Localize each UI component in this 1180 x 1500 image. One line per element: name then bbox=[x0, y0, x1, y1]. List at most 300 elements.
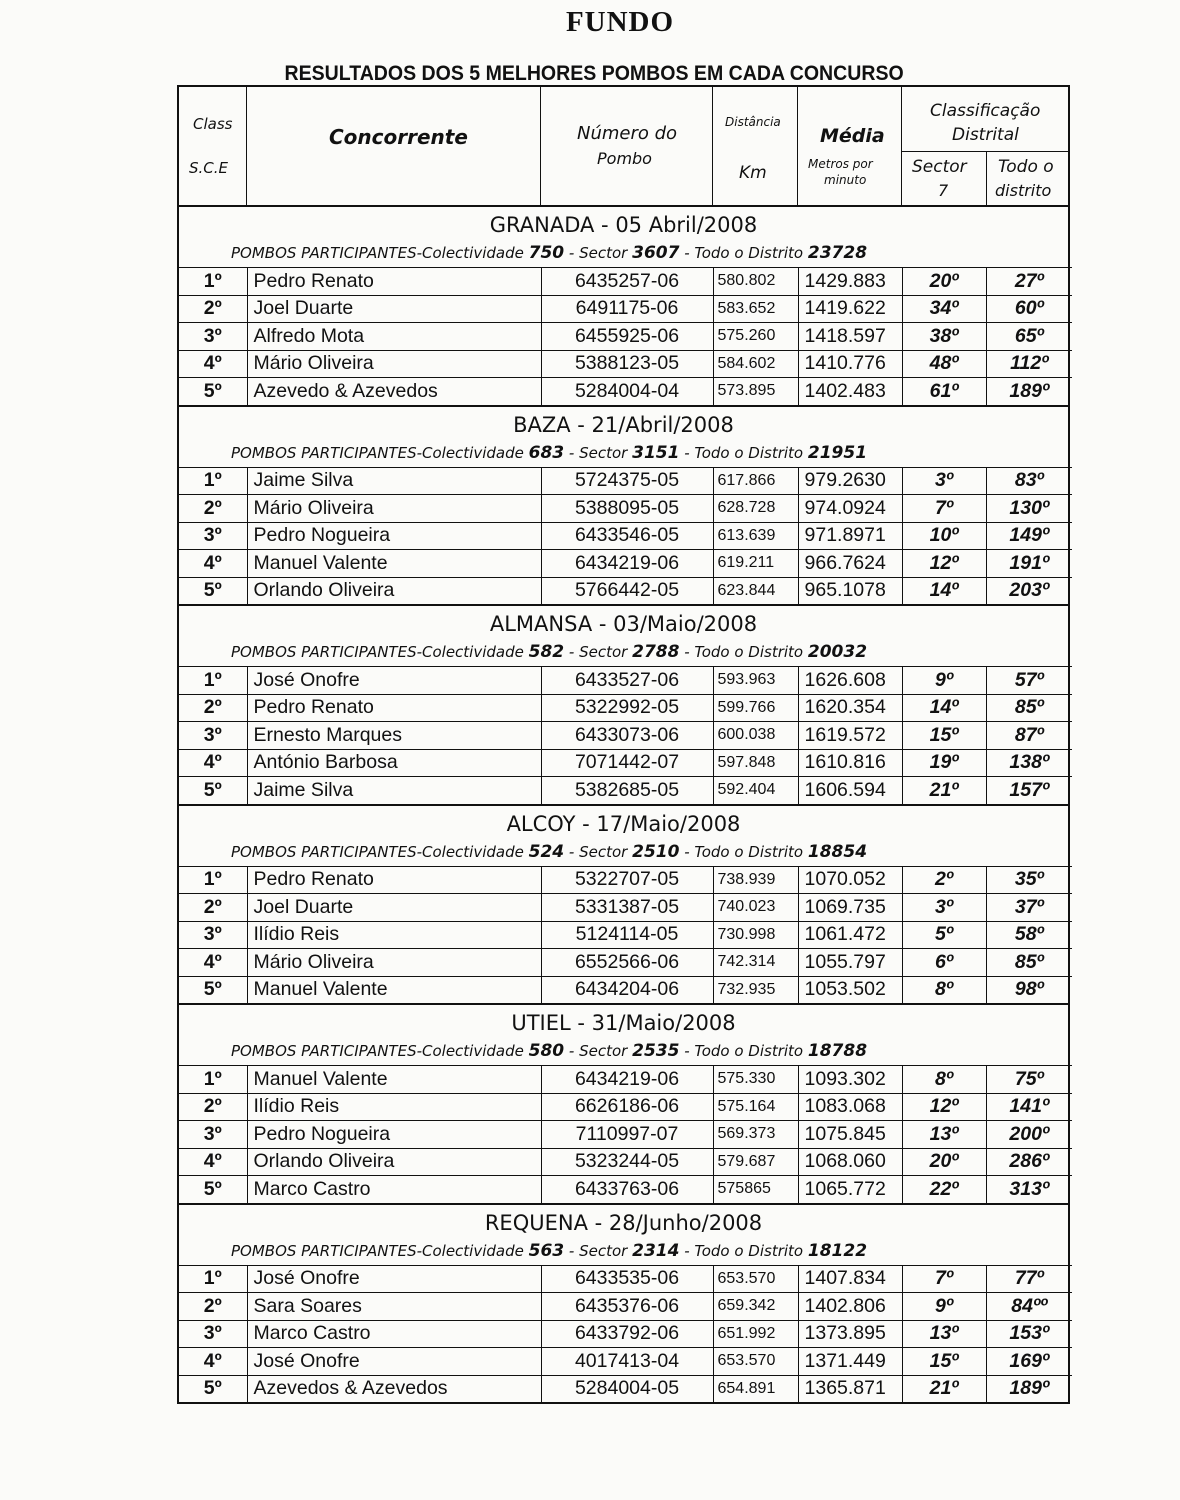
pigeon-number-cell: 5331387-05 bbox=[541, 894, 713, 922]
district-label: Todo o Distrito bbox=[694, 244, 804, 262]
colectividade-count: 750 bbox=[528, 243, 565, 263]
header-distancia: Distância Km bbox=[713, 87, 798, 205]
speed-cell: 1620.354 bbox=[798, 694, 902, 722]
sector-count: 2788 bbox=[632, 642, 680, 662]
distance-cell: 732.935 bbox=[713, 976, 798, 1003]
table-row bbox=[179, 694, 1072, 722]
pigeon-number-cell: 5323244-05 bbox=[541, 1148, 713, 1176]
distance-cell: 569.373 bbox=[713, 1121, 798, 1149]
results-table bbox=[179, 1265, 1072, 1403]
class-cell: 4º bbox=[179, 350, 247, 378]
sector-rank-cell: 61º bbox=[902, 378, 986, 405]
contest-block bbox=[179, 806, 1068, 1006]
speed-cell: 1373.895 bbox=[798, 1320, 902, 1348]
competitor-cell: Marco Castro bbox=[247, 1320, 541, 1348]
class-cell: 1º bbox=[179, 667, 247, 695]
district-rank-cell: 87º bbox=[986, 722, 1072, 750]
class-cell: 1º bbox=[179, 268, 247, 296]
sector-rank-cell: 12º bbox=[902, 550, 986, 578]
sector-rank-cell: 14º bbox=[902, 577, 986, 604]
competitor-cell: Alfredo Mota bbox=[247, 323, 541, 351]
sector-rank-cell: 21º bbox=[902, 1375, 986, 1402]
table-row bbox=[179, 1375, 1072, 1402]
district-label: Todo o Distrito bbox=[694, 1241, 804, 1260]
district-rank-cell: 286º bbox=[986, 1148, 1072, 1176]
table-row bbox=[179, 1293, 1072, 1321]
district-count: 23728 bbox=[807, 243, 868, 263]
sector-count: 2535 bbox=[632, 1041, 680, 1061]
distance-cell: 738.939 bbox=[713, 866, 798, 894]
speed-cell: 1418.597 bbox=[798, 323, 902, 351]
competitor-cell: Mário Oliveira bbox=[247, 495, 541, 523]
table-row bbox=[179, 1066, 1072, 1094]
contest-title: ALMANSA - 03/Maio/2008 bbox=[489, 612, 758, 636]
header-concorrente: Concorrente bbox=[247, 87, 541, 205]
sector-label: Sector bbox=[579, 643, 628, 661]
table-row bbox=[179, 1093, 1072, 1121]
page-subtitle: RESULTADOS DOS 5 MELHORES POMBOS EM CADA CONCURSO bbox=[284, 62, 904, 85]
header-numero: Número do Pombo bbox=[541, 87, 713, 205]
sector-label: Sector bbox=[579, 1241, 628, 1260]
table-row bbox=[179, 550, 1072, 578]
district-rank-cell: 153º bbox=[986, 1320, 1072, 1348]
sector-rank-cell: 3º bbox=[902, 894, 986, 922]
competitor-cell: Azevedo & Azevedos bbox=[247, 378, 541, 405]
class-cell: 4º bbox=[179, 1148, 247, 1176]
district-rank-cell: 203º bbox=[986, 577, 1072, 604]
competitor-cell: José Onofre bbox=[247, 1348, 541, 1376]
participants-line: POMBOS PARTICIPANTES-Colectividade 750 - Sector 3607 - Todo o Distrito 23728 bbox=[231, 243, 868, 263]
pigeon-number-cell: 6433073-06 bbox=[541, 722, 713, 750]
class-cell: 1º bbox=[179, 1066, 247, 1094]
table-row bbox=[179, 894, 1072, 922]
colectividade-count: 580 bbox=[528, 1041, 565, 1061]
participants-line: POMBOS PARTICIPANTES-Colectividade 582 - Sector 2788 - Todo o Distrito 20032 bbox=[231, 642, 868, 662]
district-count: 20032 bbox=[807, 642, 868, 662]
sector-rank-cell: 14º bbox=[902, 694, 986, 722]
table-row bbox=[179, 722, 1072, 750]
table-row bbox=[179, 467, 1072, 495]
contest-title: BAZA - 21/Abril/2008 bbox=[513, 412, 734, 437]
speed-cell: 1610.816 bbox=[798, 749, 902, 777]
competitor-cell: José Onofre bbox=[247, 667, 541, 695]
speed-cell: 965.1078 bbox=[798, 577, 902, 604]
district-label: Todo o Distrito bbox=[694, 443, 804, 462]
table-row bbox=[179, 577, 1072, 604]
competitor-cell: Mário Oliveira bbox=[247, 949, 541, 977]
district-rank-cell: 57º bbox=[986, 667, 1072, 695]
district-rank-cell: 157º bbox=[986, 777, 1072, 804]
sector-rank-cell: 15º bbox=[902, 1348, 986, 1376]
sector-rank-cell: 8º bbox=[902, 976, 986, 1003]
speed-cell: 979.2630 bbox=[798, 467, 902, 495]
sector-rank-cell: 20º bbox=[902, 1148, 986, 1176]
competitor-cell: Jaime Silva bbox=[247, 467, 541, 495]
district-rank-cell: 98º bbox=[986, 976, 1072, 1003]
results-sheet bbox=[177, 85, 1070, 1404]
speed-cell: 1093.302 bbox=[798, 1066, 902, 1094]
sector-rank-cell: 13º bbox=[902, 1121, 986, 1149]
distance-cell: 628.728 bbox=[713, 495, 798, 523]
pigeon-number-cell: 6626186-06 bbox=[541, 1093, 713, 1121]
distance-cell: 651.992 bbox=[713, 1320, 798, 1348]
speed-cell: 1606.594 bbox=[798, 777, 902, 804]
sector-label: Sector bbox=[579, 244, 628, 262]
speed-cell: 966.7624 bbox=[798, 550, 902, 578]
participants-line: POMBOS PARTICIPANTES-Colectividade 563 - Sector 2314 - Todo o Distrito 18122 bbox=[231, 1240, 868, 1261]
sector-rank-cell: 15º bbox=[902, 722, 986, 750]
pigeon-number-cell: 6433546-05 bbox=[541, 522, 713, 550]
distance-cell: 592.404 bbox=[713, 777, 798, 804]
class-cell: 4º bbox=[179, 949, 247, 977]
distance-cell: 580.802 bbox=[713, 268, 798, 296]
sector-rank-cell: 7º bbox=[902, 495, 986, 523]
district-label: Todo o Distrito bbox=[694, 842, 804, 861]
distance-cell: 599.766 bbox=[713, 694, 798, 722]
table-row bbox=[179, 1320, 1072, 1348]
sector-rank-cell: 9º bbox=[902, 667, 986, 695]
sector-label: Sector bbox=[579, 1042, 628, 1060]
table-row bbox=[179, 323, 1072, 351]
class-cell: 1º bbox=[179, 1265, 247, 1293]
competitor-cell: Pedro Renato bbox=[247, 694, 541, 722]
speed-cell: 1402.806 bbox=[798, 1293, 902, 1321]
competitor-cell: Ernesto Marques bbox=[247, 722, 541, 750]
sector-rank-cell: 19º bbox=[902, 749, 986, 777]
table-row bbox=[179, 1148, 1072, 1176]
distance-cell: 600.038 bbox=[713, 722, 798, 750]
competitor-cell: Manuel Valente bbox=[247, 550, 541, 578]
pigeon-number-cell: 5766442-05 bbox=[541, 577, 713, 604]
pigeon-number-cell: 7071442-07 bbox=[541, 749, 713, 777]
table-row bbox=[179, 295, 1072, 323]
table-row bbox=[179, 1121, 1072, 1149]
class-cell: 2º bbox=[179, 894, 247, 922]
sector-rank-cell: 13º bbox=[902, 1320, 986, 1348]
results-table bbox=[179, 666, 1072, 804]
table-row bbox=[179, 949, 1072, 977]
sector-rank-cell: 22º bbox=[902, 1176, 986, 1203]
district-count: 21951 bbox=[807, 442, 868, 463]
pigeon-number-cell: 6434204-06 bbox=[541, 976, 713, 1003]
pigeon-number-cell: 6491175-06 bbox=[541, 295, 713, 323]
pigeon-number-cell: 6433527-06 bbox=[541, 667, 713, 695]
distance-cell: 575.260 bbox=[713, 323, 798, 351]
district-rank-cell: 85º bbox=[986, 694, 1072, 722]
pigeon-number-cell: 6455925-06 bbox=[541, 323, 713, 351]
competitor-cell: Orlando Oliveira bbox=[247, 1148, 541, 1176]
distance-cell: 575865 bbox=[713, 1176, 798, 1203]
class-cell: 4º bbox=[179, 749, 247, 777]
sector-rank-cell: 7º bbox=[902, 1265, 986, 1293]
distance-cell: 579.687 bbox=[713, 1148, 798, 1176]
class-cell: 1º bbox=[179, 467, 247, 495]
competitor-cell: Pedro Nogueira bbox=[247, 522, 541, 550]
distance-cell: 583.652 bbox=[713, 295, 798, 323]
competitor-cell: Ilídio Reis bbox=[247, 921, 541, 949]
district-count: 18122 bbox=[807, 1240, 868, 1261]
sector-rank-cell: 5º bbox=[902, 921, 986, 949]
competitor-cell: Marco Castro bbox=[247, 1176, 541, 1203]
district-rank-cell: 75º bbox=[986, 1066, 1072, 1094]
table-row bbox=[179, 866, 1072, 894]
sector-rank-cell: 10º bbox=[902, 522, 986, 550]
contest-block bbox=[179, 1005, 1068, 1205]
contest-title: ALCOY - 17/Maio/2008 bbox=[506, 811, 741, 836]
district-rank-cell: 169º bbox=[986, 1348, 1072, 1376]
class-cell: 5º bbox=[179, 1176, 247, 1203]
class-cell: 3º bbox=[179, 323, 247, 351]
competitor-cell: Joel Duarte bbox=[247, 894, 541, 922]
contest-title: GRANADA - 05 Abril/2008 bbox=[489, 213, 758, 237]
sector-rank-cell: 3º bbox=[902, 467, 986, 495]
results-table bbox=[179, 267, 1072, 405]
class-cell: 5º bbox=[179, 577, 247, 604]
pigeon-number-cell: 6434219-06 bbox=[541, 1066, 713, 1094]
class-cell: 5º bbox=[179, 777, 247, 804]
distance-cell: 730.998 bbox=[713, 921, 798, 949]
distance-cell: 654.891 bbox=[713, 1375, 798, 1402]
class-cell: 3º bbox=[179, 921, 247, 949]
participants-label: POMBOS PARTICIPANTES-Colectividade bbox=[231, 244, 524, 262]
competitor-cell: António Barbosa bbox=[247, 749, 541, 777]
table-header bbox=[179, 87, 1068, 207]
district-rank-cell: 58º bbox=[986, 921, 1072, 949]
speed-cell: 1070.052 bbox=[798, 866, 902, 894]
district-rank-cell: 60º bbox=[986, 295, 1072, 323]
speed-cell: 1619.572 bbox=[798, 722, 902, 750]
speed-cell: 1075.845 bbox=[798, 1121, 902, 1149]
class-cell: 2º bbox=[179, 1293, 247, 1321]
class-cell: 3º bbox=[179, 522, 247, 550]
participants-label: POMBOS PARTICIPANTES-Colectividade bbox=[231, 1042, 524, 1060]
distance-cell: 659.342 bbox=[713, 1293, 798, 1321]
sector-rank-cell: 38º bbox=[902, 323, 986, 351]
speed-cell: 1410.776 bbox=[798, 350, 902, 378]
table-row bbox=[179, 522, 1072, 550]
contest-block bbox=[179, 1205, 1068, 1403]
table-row bbox=[179, 1265, 1072, 1293]
competitor-cell: Sara Soares bbox=[247, 1293, 541, 1321]
speed-cell: 1371.449 bbox=[798, 1348, 902, 1376]
pigeon-number-cell: 5322707-05 bbox=[541, 866, 713, 894]
participants-label: POMBOS PARTICIPANTES-Colectividade bbox=[231, 842, 524, 861]
contest-block bbox=[179, 207, 1068, 407]
pigeon-number-cell: 6433763-06 bbox=[541, 1176, 713, 1203]
district-rank-cell: 130º bbox=[986, 495, 1072, 523]
class-cell: 2º bbox=[179, 495, 247, 523]
distance-cell: 613.639 bbox=[713, 522, 798, 550]
competitor-cell: Pedro Renato bbox=[247, 268, 541, 296]
class-cell: 4º bbox=[179, 550, 247, 578]
class-cell: 2º bbox=[179, 1093, 247, 1121]
table-row bbox=[179, 777, 1072, 804]
speed-cell: 1053.502 bbox=[798, 976, 902, 1003]
table-row bbox=[179, 495, 1072, 523]
colectividade-count: 524 bbox=[528, 841, 565, 862]
speed-cell: 971.8971 bbox=[798, 522, 902, 550]
header-class: Class S.C.E bbox=[179, 87, 247, 205]
district-rank-cell: 85º bbox=[986, 949, 1072, 977]
class-cell: 2º bbox=[179, 694, 247, 722]
class-cell: 1º bbox=[179, 866, 247, 894]
sector-count: 2314 bbox=[632, 1240, 680, 1261]
competitor-cell: Pedro Nogueira bbox=[247, 1121, 541, 1149]
table-row bbox=[179, 1348, 1072, 1376]
pigeon-number-cell: 5388095-05 bbox=[541, 495, 713, 523]
district-count: 18788 bbox=[807, 1041, 868, 1061]
district-label: Todo o Distrito bbox=[694, 643, 804, 661]
speed-cell: 1626.608 bbox=[798, 667, 902, 695]
sector-count: 2510 bbox=[632, 841, 680, 862]
contest-list bbox=[179, 207, 1068, 1402]
pigeon-number-cell: 6435257-06 bbox=[541, 268, 713, 296]
contest-title: REQUENA - 28/Junho/2008 bbox=[484, 1210, 763, 1235]
pigeon-number-cell: 5124114-05 bbox=[541, 921, 713, 949]
sector-label: Sector bbox=[579, 842, 628, 861]
class-cell: 2º bbox=[179, 295, 247, 323]
district-rank-cell: 189º bbox=[986, 1375, 1072, 1402]
pigeon-number-cell: 4017413-04 bbox=[541, 1348, 713, 1376]
results-table bbox=[179, 467, 1072, 605]
competitor-cell: Joel Duarte bbox=[247, 295, 541, 323]
table-row bbox=[179, 350, 1072, 378]
pigeon-number-cell: 5284004-05 bbox=[541, 1375, 713, 1402]
participants-label: POMBOS PARTICIPANTES-Colectividade bbox=[231, 1241, 524, 1260]
header-subdivider bbox=[986, 151, 987, 205]
participants-label: POMBOS PARTICIPANTES-Colectividade bbox=[231, 443, 524, 462]
contest-block bbox=[179, 606, 1068, 806]
distance-cell: 573.895 bbox=[713, 378, 798, 405]
district-rank-cell: 191º bbox=[986, 550, 1072, 578]
sector-label: Sector bbox=[579, 443, 628, 462]
district-rank-cell: 65º bbox=[986, 323, 1072, 351]
pigeon-number-cell: 5284004-04 bbox=[541, 378, 713, 405]
speed-cell: 1083.068 bbox=[798, 1093, 902, 1121]
district-count: 18854 bbox=[807, 841, 868, 862]
speed-cell: 974.0924 bbox=[798, 495, 902, 523]
speed-cell: 1419.622 bbox=[798, 295, 902, 323]
speed-cell: 1055.797 bbox=[798, 949, 902, 977]
distance-cell: 584.602 bbox=[713, 350, 798, 378]
competitor-cell: Pedro Renato bbox=[247, 866, 541, 894]
participants-line: POMBOS PARTICIPANTES-Colectividade 524 - Sector 2510 - Todo o Distrito 18854 bbox=[231, 841, 868, 862]
sector-count: 3607 bbox=[632, 243, 680, 263]
table-row bbox=[179, 921, 1072, 949]
distance-cell: 653.570 bbox=[713, 1265, 798, 1293]
table-row bbox=[179, 378, 1072, 405]
speed-cell: 1068.060 bbox=[798, 1148, 902, 1176]
distance-cell: 597.848 bbox=[713, 749, 798, 777]
district-label: Todo o Distrito bbox=[694, 1042, 804, 1060]
distance-cell: 575.330 bbox=[713, 1066, 798, 1094]
participants-label: POMBOS PARTICIPANTES-Colectividade bbox=[231, 643, 524, 661]
pigeon-number-cell: 6434219-06 bbox=[541, 550, 713, 578]
sector-rank-cell: 20º bbox=[902, 268, 986, 296]
class-cell: 5º bbox=[179, 378, 247, 405]
district-rank-cell: 189º bbox=[986, 378, 1072, 405]
distance-cell: 740.023 bbox=[713, 894, 798, 922]
speed-cell: 1365.871 bbox=[798, 1375, 902, 1402]
district-rank-cell: 138º bbox=[986, 749, 1072, 777]
competitor-cell: Azevedos & Azevedos bbox=[247, 1375, 541, 1402]
participants-line: POMBOS PARTICIPANTES-Colectividade 683 - Sector 3151 - Todo o Distrito 21951 bbox=[231, 442, 868, 463]
header-classificacao: Classificação Distrital Sector 7 Todo o distrito bbox=[902, 87, 1070, 205]
district-rank-cell: 313º bbox=[986, 1176, 1072, 1203]
distance-cell: 617.866 bbox=[713, 467, 798, 495]
competitor-cell: Orlando Oliveira bbox=[247, 577, 541, 604]
district-rank-cell: 149º bbox=[986, 522, 1072, 550]
pigeon-number-cell: 6552566-06 bbox=[541, 949, 713, 977]
distance-cell: 623.844 bbox=[713, 577, 798, 604]
pigeon-number-cell: 5322992-05 bbox=[541, 694, 713, 722]
class-cell: 5º bbox=[179, 976, 247, 1003]
distance-cell: 653.570 bbox=[713, 1348, 798, 1376]
pigeon-number-cell: 5388123-05 bbox=[541, 350, 713, 378]
header-media: Média Metros por minuto bbox=[798, 87, 902, 205]
speed-cell: 1402.483 bbox=[798, 378, 902, 405]
pigeon-number-cell: 6433792-06 bbox=[541, 1320, 713, 1348]
table-row bbox=[179, 268, 1072, 296]
sector-rank-cell: 6º bbox=[902, 949, 986, 977]
district-rank-cell: 84ºº bbox=[986, 1293, 1072, 1321]
speed-cell: 1069.735 bbox=[798, 894, 902, 922]
sector-rank-cell: 9º bbox=[902, 1293, 986, 1321]
speed-cell: 1061.472 bbox=[798, 921, 902, 949]
pigeon-number-cell: 6433535-06 bbox=[541, 1265, 713, 1293]
class-cell: 4º bbox=[179, 1348, 247, 1376]
competitor-cell: Manuel Valente bbox=[247, 1066, 541, 1094]
sector-rank-cell: 8º bbox=[902, 1066, 986, 1094]
speed-cell: 1065.772 bbox=[798, 1176, 902, 1203]
table-row bbox=[179, 1176, 1072, 1203]
district-rank-cell: 112º bbox=[986, 350, 1072, 378]
participants-line: POMBOS PARTICIPANTES-Colectividade 580 - Sector 2535 - Todo o Distrito 18788 bbox=[231, 1041, 868, 1061]
class-cell: 5º bbox=[179, 1375, 247, 1402]
district-rank-cell: 141º bbox=[986, 1093, 1072, 1121]
sector-rank-cell: 12º bbox=[902, 1093, 986, 1121]
sector-rank-cell: 48º bbox=[902, 350, 986, 378]
page-title: FUNDO bbox=[565, 6, 675, 38]
class-cell: 3º bbox=[179, 1121, 247, 1149]
district-rank-cell: 77º bbox=[986, 1265, 1072, 1293]
colectividade-count: 683 bbox=[528, 442, 565, 463]
district-rank-cell: 37º bbox=[986, 894, 1072, 922]
class-cell: 3º bbox=[179, 1320, 247, 1348]
competitor-cell: Manuel Valente bbox=[247, 976, 541, 1003]
results-table bbox=[179, 866, 1072, 1004]
competitor-cell: Ilídio Reis bbox=[247, 1093, 541, 1121]
pigeon-number-cell: 5724375-05 bbox=[541, 467, 713, 495]
pigeon-number-cell: 7110997-07 bbox=[541, 1121, 713, 1149]
speed-cell: 1407.834 bbox=[798, 1265, 902, 1293]
distance-cell: 575.164 bbox=[713, 1093, 798, 1121]
sector-rank-cell: 21º bbox=[902, 777, 986, 804]
colectividade-count: 582 bbox=[528, 642, 565, 662]
competitor-cell: José Onofre bbox=[247, 1265, 541, 1293]
distance-cell: 619.211 bbox=[713, 550, 798, 578]
competitor-cell: Jaime Silva bbox=[247, 777, 541, 804]
district-rank-cell: 35º bbox=[986, 866, 1072, 894]
pigeon-number-cell: 5382685-05 bbox=[541, 777, 713, 804]
table-row bbox=[179, 749, 1072, 777]
contest-title: UTIEL - 31/Maio/2008 bbox=[511, 1011, 736, 1035]
sector-count: 3151 bbox=[632, 442, 680, 463]
table-row bbox=[179, 667, 1072, 695]
speed-cell: 1429.883 bbox=[798, 268, 902, 296]
district-rank-cell: 83º bbox=[986, 467, 1072, 495]
contest-block bbox=[179, 407, 1068, 607]
